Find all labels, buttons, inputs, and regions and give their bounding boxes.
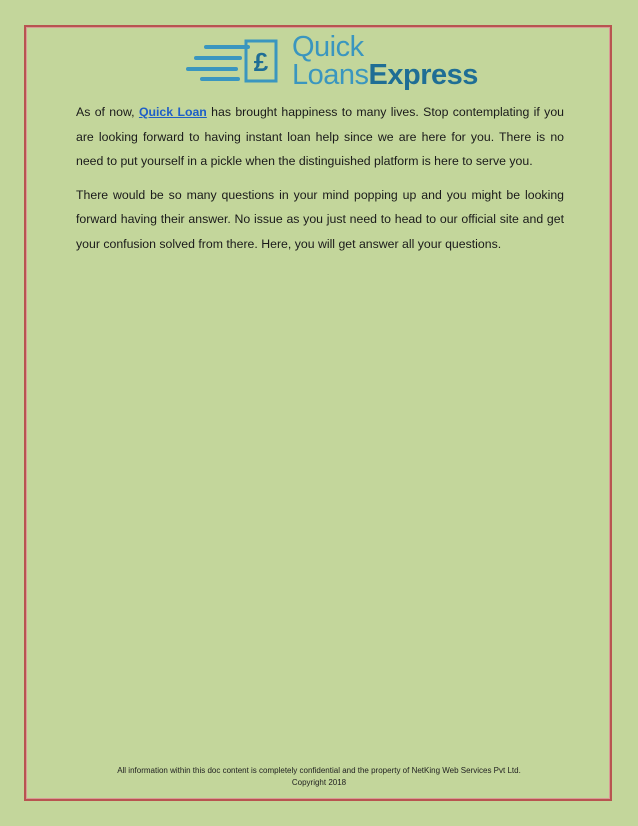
pound-box-icon <box>244 39 278 83</box>
pound-symbol: £ <box>253 47 269 77</box>
logo-text-loans-express <box>292 58 478 92</box>
paragraph-1-intro: As of now, <box>76 105 139 119</box>
footer-copyright: Copyright 2018 <box>291 778 347 787</box>
footer-confidentiality-notice: All information within this doc content is completely confidential and the property of NetKing Web Services Pvt Ltd. <box>117 766 521 775</box>
page-footer <box>40 765 598 789</box>
logo-text-quick: Quick <box>292 31 364 63</box>
document-body <box>76 100 564 265</box>
quick-loan-link[interactable]: Quick Loan <box>138 105 207 119</box>
paragraph-2: There would be so many questions in your mind popping up and you might be looking forward having their answer. No issue as you just need to head to our official site and get your confusion solved from there. Here, you will get answer all your questions. <box>76 187 564 251</box>
paragraph-1-body: has brought happiness to many lives. Stop contemplating if you are looking forward to having instant loan help since we are here for you. There is no need to put yourself in a pickle when the distinguished platform is here to serve you. <box>76 105 565 168</box>
paragraph-1 <box>76 100 564 174</box>
quick-loans-express-logo <box>186 31 478 92</box>
logo-text-express: Express <box>368 59 478 91</box>
logo-text-loans: Loans <box>292 59 369 91</box>
